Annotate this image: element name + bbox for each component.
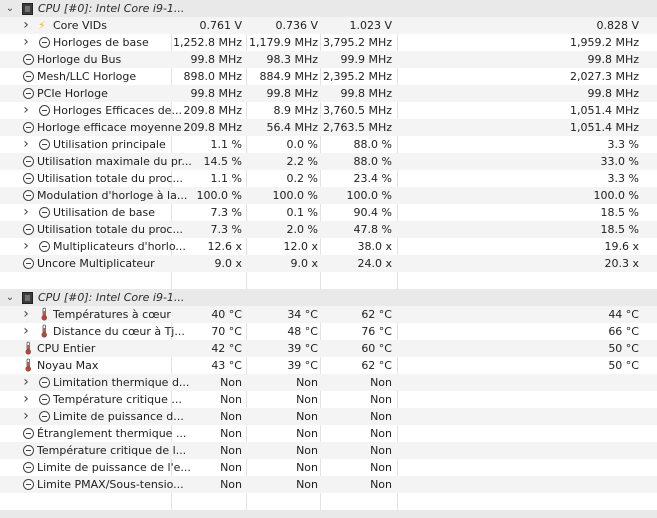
chevron-right-icon[interactable]: › — [23, 136, 29, 152]
current-value: 12.6 x — [207, 240, 242, 253]
thermometer-icon — [38, 307, 50, 319]
max-value: 90.4 % — [353, 206, 392, 219]
average-value: 50 °C — [608, 342, 639, 355]
max-value: 88.0 % — [353, 155, 392, 168]
average-value — [560, 374, 639, 391]
group-title: CPU [#0]: Intel Core i9-1... — [38, 2, 185, 15]
average-value: 3.3 % — [607, 172, 639, 185]
clock-icon — [22, 53, 34, 65]
sensor-row[interactable] — [0, 153, 657, 170]
current-value: Non — [220, 444, 242, 457]
chevron-right-icon[interactable]: › — [23, 408, 29, 424]
min-value: 8.9 MHz — [273, 104, 318, 117]
min-value: Non — [296, 478, 318, 491]
sensor-label: Températures à cœur — [53, 308, 171, 321]
current-value: 40 °C — [211, 308, 242, 321]
sensor-label: Utilisation totale du proc... — [37, 172, 183, 185]
average-value: 1,051.4 MHz — [569, 104, 639, 117]
sensor-label: Limite PMAX/Sous-tensio... — [37, 478, 184, 491]
lightning-icon: ⚡ — [38, 19, 46, 32]
sensor-label: Utilisation principale — [53, 138, 166, 151]
sensor-label: Horloge efficace moyenne — [37, 121, 182, 134]
clock-icon — [38, 410, 50, 422]
average-value: 1,051.4 MHz — [569, 121, 639, 134]
max-value: 23.4 % — [353, 172, 392, 185]
min-value: Non — [296, 393, 318, 406]
sensor-label: Température critique ... — [53, 393, 182, 406]
current-value: 7.3 % — [210, 223, 242, 236]
min-value: Non — [296, 410, 318, 423]
max-value: Non — [370, 393, 392, 406]
sensor-row[interactable] — [0, 408, 657, 425]
sensor-row[interactable] — [0, 357, 657, 374]
max-value: 76 °C — [361, 325, 392, 338]
current-value: Non — [220, 478, 242, 491]
sensor-row[interactable] — [0, 17, 657, 34]
chevron-down-icon[interactable]: ⌄ — [5, 3, 15, 14]
sensor-row[interactable] — [0, 221, 657, 238]
current-value: 1.1 % — [210, 172, 242, 185]
average-value: 33.0 % — [600, 155, 639, 168]
chevron-down-icon[interactable]: ⌄ — [5, 292, 15, 303]
sensor-label: Limitation thermique d... — [53, 376, 190, 389]
sensor-label: Horloges Efficaces de... — [53, 104, 182, 117]
average-value: 50 °C — [608, 359, 639, 372]
clock-icon — [22, 461, 34, 473]
average-value — [560, 408, 639, 425]
min-value: 1,179.9 MHz — [248, 36, 318, 49]
chevron-right-icon[interactable]: › — [23, 34, 29, 50]
clock-icon — [38, 393, 50, 405]
sensor-label: Utilisation de base — [53, 206, 156, 219]
sensor-row[interactable] — [0, 340, 657, 357]
chevron-right-icon[interactable]: › — [23, 204, 29, 220]
max-value: Non — [370, 444, 392, 457]
min-value: 884.9 MHz — [259, 70, 318, 83]
current-value: Non — [220, 461, 242, 474]
cpu-chip-icon — [21, 2, 33, 14]
current-value: 0.761 V — [199, 19, 242, 32]
thermometer-icon — [38, 324, 50, 336]
average-value: 2,027.3 MHz — [569, 70, 639, 83]
current-value: 100.0 % — [196, 189, 242, 202]
chevron-right-icon[interactable]: › — [23, 374, 29, 390]
max-value: 2,395.2 MHz — [322, 70, 392, 83]
max-value: 3,795.2 MHz — [322, 36, 392, 49]
clock-icon — [22, 189, 34, 201]
min-value: 0.736 V — [275, 19, 318, 32]
clock-icon — [38, 138, 50, 150]
max-value: 38.0 x — [357, 240, 392, 253]
chevron-right-icon[interactable]: › — [23, 306, 29, 322]
clock-icon — [22, 155, 34, 167]
sensor-label: Modulation d'horloge à la... — [37, 189, 188, 202]
group-header[interactable] — [0, 289, 657, 306]
current-value: 99.8 MHz — [190, 87, 242, 100]
current-value: 209.8 MHz — [183, 121, 242, 134]
average-value: 99.8 MHz — [587, 87, 639, 100]
current-value: 898.0 MHz — [183, 70, 242, 83]
average-value: 19.6 x — [604, 240, 639, 253]
min-value: 56.4 MHz — [266, 121, 318, 134]
current-value: Non — [220, 410, 242, 423]
max-value: 1.023 V — [349, 19, 392, 32]
clock-icon — [22, 478, 34, 490]
max-value: 100.0 % — [346, 189, 392, 202]
current-value: Non — [220, 393, 242, 406]
thermometer-icon — [22, 358, 34, 370]
chevron-right-icon[interactable]: › — [23, 17, 29, 33]
clock-icon — [38, 240, 50, 252]
sensor-row[interactable] — [0, 476, 657, 493]
sensor-row[interactable] — [0, 68, 657, 85]
sensor-label: CPU Entier — [37, 342, 96, 355]
min-value: 0.1 % — [286, 206, 318, 219]
min-value: 39 °C — [287, 342, 318, 355]
average-value: 18.5 % — [600, 206, 639, 219]
group-title: CPU [#0]: Intel Core i9-1... — [38, 291, 185, 304]
sensor-label: Core VIDs — [53, 19, 107, 32]
max-value: 62 °C — [361, 359, 392, 372]
average-value — [560, 459, 639, 476]
sensor-row[interactable] — [0, 102, 657, 119]
clock-icon — [22, 87, 34, 99]
average-value: 66 °C — [608, 325, 639, 338]
average-value — [560, 425, 639, 442]
max-value: 47.8 % — [353, 223, 392, 236]
sensor-label: Mesh/LLC Horloge — [37, 70, 137, 83]
max-value: 60 °C — [361, 342, 392, 355]
current-value: 14.5 % — [203, 155, 242, 168]
group-header[interactable] — [0, 0, 657, 17]
thermometer-icon — [22, 341, 34, 353]
max-value: Non — [370, 461, 392, 474]
min-value: 48 °C — [287, 325, 318, 338]
min-value: 0.0 % — [286, 138, 318, 151]
sensor-label: Température critique de l... — [37, 444, 187, 457]
sensor-row[interactable] — [0, 34, 657, 51]
min-value: Non — [296, 461, 318, 474]
min-value: 34 °C — [287, 308, 318, 321]
max-value: Non — [370, 410, 392, 423]
current-value: 1,252.8 MHz — [172, 36, 242, 49]
current-value: 1.1 % — [210, 138, 242, 151]
max-value: 88.0 % — [353, 138, 392, 151]
average-value: 99.8 MHz — [587, 53, 639, 66]
max-value: Non — [370, 478, 392, 491]
average-value: 1,959.2 MHz — [569, 36, 639, 49]
sensor-row[interactable] — [0, 187, 657, 204]
sensor-row[interactable] — [0, 238, 657, 255]
max-value: 99.8 MHz — [340, 87, 392, 100]
sensor-label: Distance du cœur à Tj... — [53, 325, 185, 338]
max-value: 62 °C — [361, 308, 392, 321]
chevron-right-icon[interactable]: › — [23, 238, 29, 254]
sensor-row[interactable] — [0, 85, 657, 102]
sensor-row[interactable] — [0, 442, 657, 459]
sensor-row[interactable] — [0, 391, 657, 408]
min-value: 100.0 % — [272, 189, 318, 202]
max-value: Non — [370, 427, 392, 440]
average-value — [560, 476, 639, 493]
clock-icon — [38, 206, 50, 218]
current-value: 43 °C — [211, 359, 242, 372]
sensor-row[interactable] — [0, 136, 657, 153]
max-value: 3,760.5 MHz — [322, 104, 392, 117]
min-value: 2.2 % — [286, 155, 318, 168]
average-value — [560, 391, 639, 408]
min-value: 99.8 MHz — [266, 87, 318, 100]
current-value: 70 °C — [211, 325, 242, 338]
min-value: 39 °C — [287, 359, 318, 372]
clock-icon — [22, 427, 34, 439]
average-value: 44 °C — [608, 308, 639, 321]
min-value: Non — [296, 376, 318, 389]
clock-icon — [22, 121, 34, 133]
max-value: 99.9 MHz — [340, 53, 392, 66]
clock-icon — [38, 376, 50, 388]
clock-icon — [38, 104, 50, 116]
current-value: 9.0 x — [214, 257, 242, 270]
current-value: Non — [220, 376, 242, 389]
sensor-row[interactable] — [0, 51, 657, 68]
sensor-row[interactable] — [0, 170, 657, 187]
sensor-label: Horloge du Bus — [37, 53, 122, 66]
average-value: 18.5 % — [600, 223, 639, 236]
sensor-label: Utilisation totale du proc... — [37, 223, 183, 236]
sensor-label: Uncore Multiplicateur — [37, 257, 155, 270]
average-value — [560, 442, 639, 459]
average-value: 20.3 x — [604, 257, 639, 270]
average-value: 100.0 % — [593, 189, 639, 202]
clock-icon — [22, 172, 34, 184]
sensor-label: Étranglement thermique ... — [37, 427, 187, 440]
clock-icon — [38, 36, 50, 48]
max-value: 24.0 x — [357, 257, 392, 270]
average-value: 3.3 % — [607, 138, 639, 151]
sensor-row[interactable] — [0, 204, 657, 221]
cpu-chip-icon — [21, 291, 33, 303]
sensor-row[interactable] — [0, 255, 657, 272]
min-value: Non — [296, 444, 318, 457]
sensor-row[interactable] — [0, 425, 657, 442]
sensor-label: Limite de puissance d... — [53, 410, 184, 423]
average-value: 0.828 V — [596, 19, 639, 32]
sensor-label: Utilisation maximale du pr... — [37, 155, 192, 168]
min-value: 2.0 % — [286, 223, 318, 236]
current-value: 42 °C — [211, 342, 242, 355]
clock-icon — [22, 257, 34, 269]
clock-icon — [22, 70, 34, 82]
min-value: 9.0 x — [290, 257, 318, 270]
min-value: 98.3 MHz — [266, 53, 318, 66]
sensor-row[interactable] — [0, 323, 657, 340]
current-value: 7.3 % — [210, 206, 242, 219]
sensor-row[interactable] — [0, 306, 657, 323]
min-value: Non — [296, 427, 318, 440]
sensor-label: Multiplicateurs d'horlo... — [53, 240, 186, 253]
chevron-right-icon[interactable]: › — [23, 102, 29, 118]
clock-icon — [22, 444, 34, 456]
sensor-label: Noyau Max — [37, 359, 99, 372]
chevron-right-icon[interactable]: › — [23, 323, 29, 339]
max-value: Non — [370, 376, 392, 389]
min-value: 0.2 % — [286, 172, 318, 185]
sensor-row[interactable] — [0, 459, 657, 476]
sensor-label: PCIe Horloge — [37, 87, 108, 100]
chevron-right-icon[interactable]: › — [23, 391, 29, 407]
sensor-row[interactable] — [0, 374, 657, 391]
sensor-label: Limite de puissance de l'e... — [37, 461, 191, 474]
clock-icon — [22, 223, 34, 235]
sensor-row[interactable] — [0, 119, 657, 136]
max-value: 2,763.5 MHz — [322, 121, 392, 134]
min-value: 12.0 x — [283, 240, 318, 253]
current-value: 209.8 MHz — [183, 104, 242, 117]
sensor-label: Horloges de base — [53, 36, 149, 49]
current-value: 99.8 MHz — [190, 53, 242, 66]
current-value: Non — [220, 427, 242, 440]
